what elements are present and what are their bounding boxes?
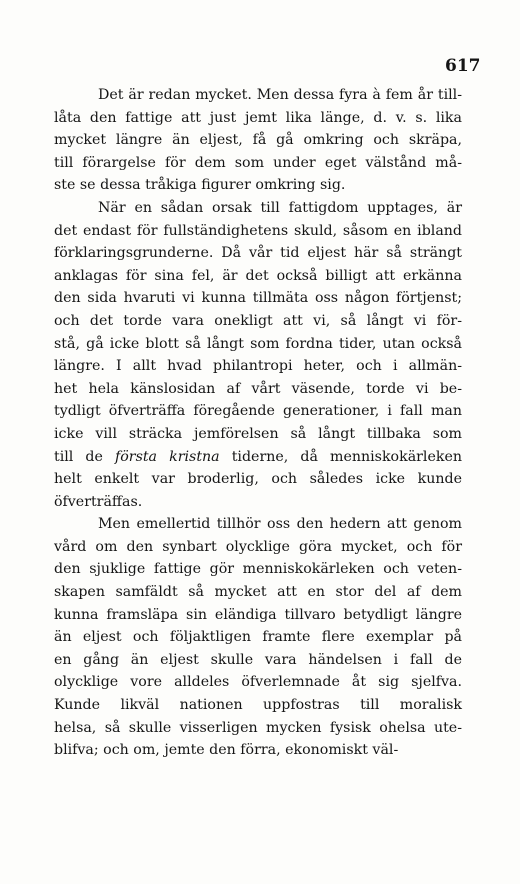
- text-line: en gång än eljest skulle vara händelsen i fall de: [54, 651, 462, 668]
- text-line: stå, gå icke blott så långt som fordna tider, utan också: [54, 335, 462, 352]
- text-line: blifva; och om, jemte den förra, ekonomiskt väl-: [54, 742, 399, 759]
- body-text: [54, 84, 462, 762]
- paragraph-3: [54, 513, 462, 762]
- text-line: och det torde vara onekligt att vi, så långt vi för-: [54, 312, 462, 329]
- text-line: kunna framsläpa sin eländiga tillvaro betydligt längre: [54, 606, 462, 623]
- text-line: förklaringsgrunderne. Då vår tid eljest här så strängt: [54, 245, 462, 262]
- page-number: 617: [445, 56, 481, 76]
- paragraph-2: [54, 197, 462, 513]
- text-line: het hela känslosidan af vårt väsende, torde vi be-: [54, 380, 462, 397]
- text-line: olycklige vore alldeles öfverlemnade åt sig sjelfva.: [54, 674, 462, 691]
- text-line: tydligt öfverträffa föregående generationer, i fall man: [54, 403, 462, 420]
- italic-phrase: första kristna: [115, 448, 220, 465]
- text-line: helsa, så skulle visserligen mycken fysisk ohelsa ute-: [54, 719, 462, 736]
- text-line: skapen samfäldt så mycket att en stor del af dem: [54, 584, 462, 601]
- text-line: helt enkelt var broderlig, och således icke kunde: [54, 471, 462, 488]
- text-line: öfverträffas.: [54, 493, 143, 510]
- text-line: icke vill sträcka jemförelsen så långt tillbaka som: [54, 425, 462, 442]
- text-line: den sjuklige fattige gör menniskokärleken och veten-: [54, 561, 462, 578]
- text-line: längre. I allt hvad philantropi heter, och i allmän-: [54, 358, 462, 375]
- text-line: än eljest och följaktligen framte flere exemplar på: [54, 629, 462, 646]
- text-line: till de första kristna tiderne, då menniskokärleken: [54, 448, 462, 465]
- paragraph-1: [54, 84, 462, 197]
- text-line: Men emellertid tillhör oss den hedern att genom: [98, 516, 462, 533]
- text-line: det endast för fullständighetens skuld, såsom en ibland: [54, 222, 462, 239]
- text-line: Kunde likväl nationen uppfostras till moralisk: [54, 697, 462, 714]
- text-line: låta den fattige att just jemt lika länge, d. v. s. lika: [54, 109, 462, 126]
- text-line: den sida hvaruti vi kunna tillmäta oss någon förtjenst;: [54, 290, 462, 307]
- text-line: När en sådan orsak till fattigdom upptages, är: [98, 199, 462, 216]
- text-line: vård om den synbart olycklige göra mycket, och för: [54, 538, 462, 555]
- text-line: ste se dessa tråkiga figurer omkring sig.: [54, 177, 346, 194]
- text-line: mycket längre än eljest, få gå omkring och skräpa,: [54, 132, 462, 149]
- text-line: anklagas för sina fel, är det också billigt att erkänna: [54, 267, 462, 284]
- text-line: till förargelse för dem som under eget välstånd må-: [54, 154, 462, 171]
- text-line: Det är redan mycket. Men dessa fyra à fem år till-: [98, 87, 462, 103]
